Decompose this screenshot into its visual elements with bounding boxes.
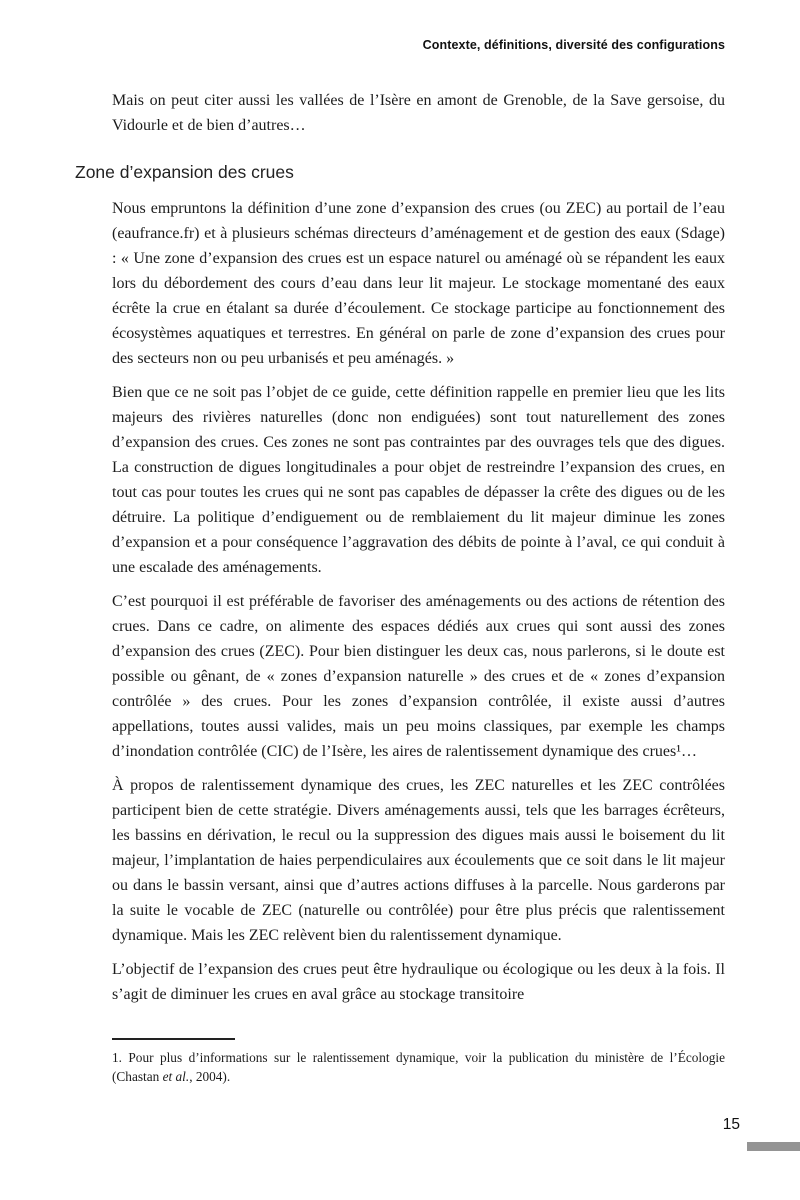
running-header-text: Contexte, définitions, diversité des configurations: [422, 38, 725, 52]
section-heading: Zone d’expansion des crues: [75, 162, 294, 182]
footnote: [112, 1048, 725, 1086]
body-paragraph: L’objectif de l’expansion des crues peut être hydraulique ou écologique ou les deux à la fois. Il s’agit de diminuer les crues en aval grâce au stockage transitoire: [112, 961, 725, 1003]
running-header: [423, 38, 725, 52]
footnote-text-part: 1. Pour plus d’informations sur le ralentissement dynamique, voir la publication du ministère de l’Écologie (Chastan: [112, 1050, 725, 1084]
body-paragraph: Bien que ce ne soit pas l’objet de ce guide, cette définition rappelle en premier lieu que les lits majeurs des rivières naturelles (donc non endiguées) sont tout naturellement des zones d’expansion des crues. Ces zones ne sont pas contraintes par des ouvrages tels que des digues. La construction de digues longitudinales a pour objet de restreindre l’expansion des crues, en tout cas pour toutes les crues qui ne sont pas capables de dépasser la crête des digues ou de les détruire. La politique d’endiguement ou de remblaiement du lit majeur diminue les zones d’expansion et a pour conséquence l’aggravation des débits de pointe à l’aval, ce qui conduit à une escalade des aménagements.: [112, 384, 725, 576]
page-number: 15: [722, 1116, 740, 1133]
footer-decoration-bar: [747, 1142, 800, 1151]
footnote-etal: et al.: [162, 1069, 190, 1084]
body-paragraph: C’est pourquoi il est préférable de favoriser des aménagements ou des actions de rétention des crues. Dans ce cadre, on alimente des espaces dédiés aux crues qui sont aussi des zones d’expansion des crues (ZEC). Pour bien distinguer les deux cas, nous parlerons, si le doute est possible ou gênant, de « zones d’expansion naturelle » des crues et de « zones d’expansion contrôlée » des crues. Pour les zones d’expansion contrôlée, il existe aussi d’autres appellations, toutes aussi valides, mais un peu moins classiques, par exemple les champs d’inondation contrôlée (CIC) de l’Isère, les aires de ralentissement dynamique des crues¹…: [112, 593, 725, 760]
body-paragraph: Nous empruntons la définition d’une zone d’expansion des crues (ou ZEC) au portail de l’eau (eaufrance.fr) et à plusieurs schémas directeurs d’aménagement et de gestion des eaux (Sdage) : « Une zone d’expansion des crues est un espace naturel ou aménagé où se répandent les eaux lors du débordement des cours d’eau dans leur lit majeur. Le stockage momentané des eaux écrête la crue en étalant sa durée d’écoulement. Ce stockage participe au fonctionnement des écosystèmes aquatiques et terrestres. En général on parle de zone d’expansion des crues pour des secteurs non ou peu urbanisés et peu aménagés. »: [112, 200, 725, 367]
intro-paragraph: Mais on peut citer aussi les vallées de l’Isère en amont de Grenoble, de la Save gersoise, du Vidourle et de bien d’autres…: [112, 92, 725, 134]
footnote-text-part: , 2004).: [189, 1069, 231, 1084]
footnote-divider: [112, 1038, 235, 1040]
text-column: [75, 88, 725, 1016]
body-paragraph: À propos de ralentissement dynamique des crues, les ZEC naturelles et les ZEC contrôlées participent bien de cette stratégie. Divers aménagements aussi, tels que les barrages écrêteurs, les bassins en dérivation, le recul ou la suppression des digues mais aussi le boisement du lit majeur, l’implantation de haies perpendiculaires aux écoulements que ce soit dans le lit majeur ou dans le bassin versant, ainsi que d’autres actions diffuses à la parcelle. Nous garderons par la suite le vocable de ZEC (naturelle ou contrôlée) pour être plus précis que ralentissement dynamique. Mais les ZEC relèvent bien du ralentissement dynamique.: [112, 777, 725, 944]
footnote-area: [112, 1038, 725, 1086]
